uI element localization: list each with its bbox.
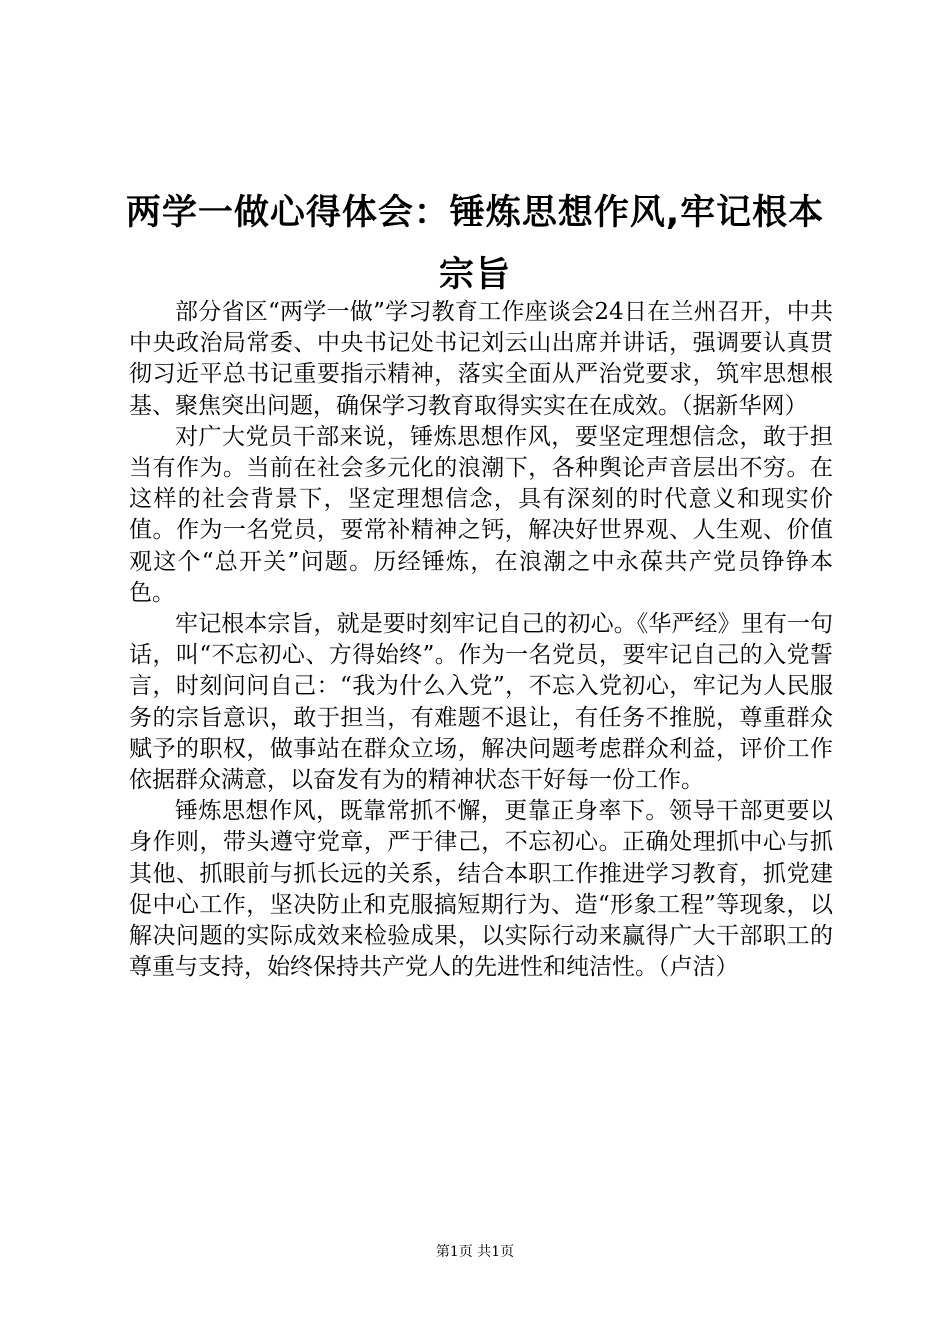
document-body — [129, 297, 833, 983]
body-paragraph-4: 锤炼思想作风，既靠常抓不懈，更靠正身率下。领导干部更要以身作则，带头遵守党章，严于律己，不忘初心。正确处理抓中心与抓其他、抓眼前与抓长远的关系，结合本职工作推进学习教育，抓党建促中心工作，坚决防止和克服搞短期行为、造“形象工程”等现象，以解决问题的实际成效来检验成果，以实际行动来赢得广大干部职工的尊重与支持，始终保持共产党人的先进性和纯洁性。（卢洁） — [129, 798, 833, 981]
body-paragraph-3: 牢记根本宗旨，就是要时刻牢记自己的初心。《华严经》里有一句话，叫“不忘初心、方得始终”。作为一名党员，要牢记自己的入党誓言，时刻问问自己：“我为什么入党”，不忘入党初心，牢记为人民服务的宗旨意识，敢于担当，有难题不退让，有任务不推脱，尊重群众赋予的职权，做事站在群众立场，解决问题考虑群众利益，评价工作依据群众满意，以奋发有为的精神状态干好每一份工作。 — [129, 611, 833, 794]
document-title: 两学一做心得体会：锤炼思想作风,牢记根本宗旨 — [125, 193, 825, 295]
body-paragraph-1: 部分省区“两学一做”学习教育工作座谈会24日在兰州召开，中共中央政治局常委、中央书记处书记刘云山出席并讲话，强调要认真贯彻习近平总书记重要指示精神，落实全面从严治党要求，筑牢思想根基、聚焦突出问题，确保学习教育取得实实在在成效。（据新华网） — [129, 299, 833, 419]
page-footer: 第1页 共1页 — [435, 1244, 515, 1260]
body-paragraph-2: 对广大党员干部来说，锤炼思想作风，要坚定理想信念，敢于担当有作为。当前在社会多元化的浪潮下，各种舆论声音层出不穷。在这样的社会背景下，坚定理想信念，具有深刻的时代意义和现实价值。作为一名党员，要常补精神之钙，解决好世界观、人生观、价值观这个“总开关”问题。历经锤炼，在浪潮之中永葆共产党员铮铮本色。 — [129, 423, 833, 606]
